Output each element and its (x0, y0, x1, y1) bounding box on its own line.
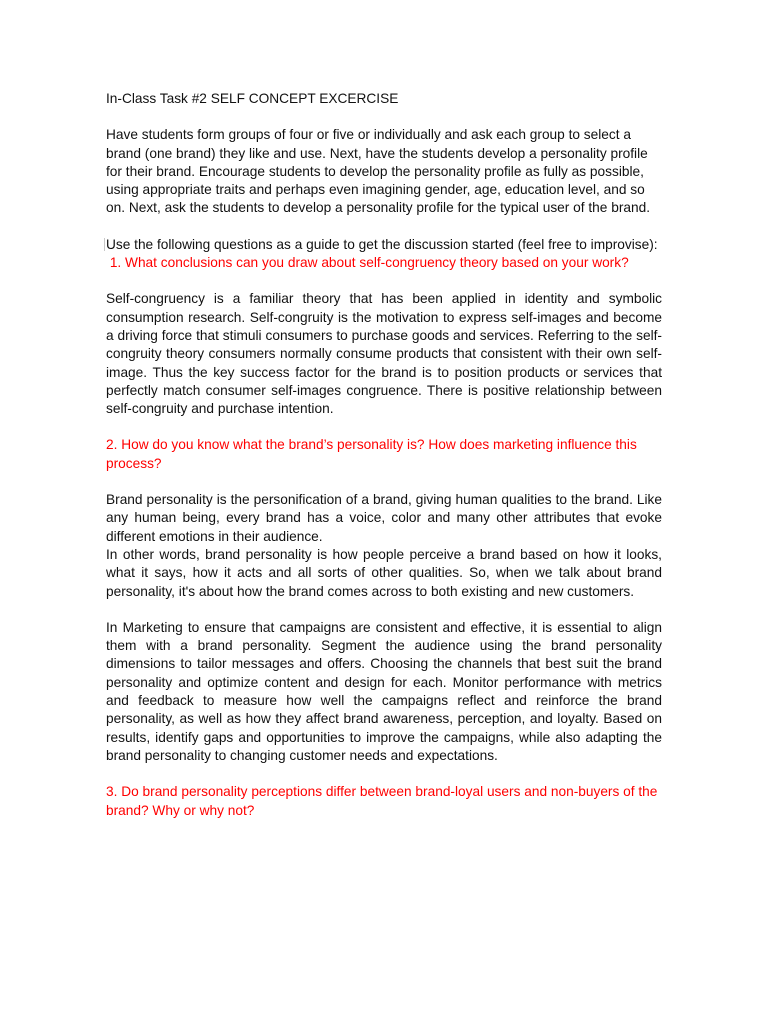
answer-1: Self-congruency is a familiar theory that has been applied in identity and symbolic consumption research. Self-congruity is the motivation to express self-images and become a driving force that stimuli consumers to purchase goods and services. Referring to the self-congruity theory consumers normally consume products that consistent with their own self-image. Thus the key success factor for the brand is to position products or services that perfectly match consumer self-images congruence. There is positive relationship between self-congruity and purchase intention. (106, 291, 662, 417)
guide-paragraph: Use the following questions as a guide to get the discussion started (feel free to improvise): (106, 236, 658, 252)
document-page (106, 90, 662, 820)
question-1: 1. What conclusions can you draw about self-congruency theory based on your work? (106, 255, 629, 271)
question-2: 2. How do you know what the brand’s personality is? How does marketing influence this process? (106, 437, 637, 471)
intro-paragraph: Have students form groups of four or five or individually and ask each group to select a brand (one brand) they like and use. Next, have the students develop a personality profile for their brand. Encourage students to develop the personality profile as fully as possible, using appropriate traits and perhaps even imagining gender, age, education level, and so on. Next, ask the students to develop a personality profile for the typical user of the brand. (106, 127, 651, 216)
question-3: 3. Do brand personality perceptions differ between brand-loyal users and non-buyers of the brand? Why or why not? (106, 784, 658, 818)
answer-2-part-2: In other words, brand personality is how people perceive a brand based on how it looks, what it says, how it acts and all sorts of other qualities. So, when we talk about brand personality, it's about how the brand comes across to both existing and new customers. (106, 546, 662, 599)
text-cursor-marker (104, 238, 105, 251)
document-title: In-Class Task #2 SELF CONCEPT EXCERCISE (106, 91, 399, 106)
answer-2-part-3: In Marketing to ensure that campaigns are consistent and effective, it is essential to align them with a brand personality. Segment the audience using the brand personality dimensions to tailor messages and offers. Choosing the channels that best suit the brand personality and optimize content and design for each. Monitor performance with metrics and feedback to measure how well the campaigns reflect and reinforce the brand personality, as well as how they affect brand awareness, perception, and loyalty. Based on results, identify gaps and opportunities to improve the campaigns, while also adapting the brand personality to changing customer needs and expectations. (106, 619, 662, 763)
answer-2-part-1: Brand personality is the personification of a brand, giving human qualities to the brand. Like any human being, every brand has a voice, color and many other attributes that evoke different emotions in their audience. (106, 492, 662, 544)
